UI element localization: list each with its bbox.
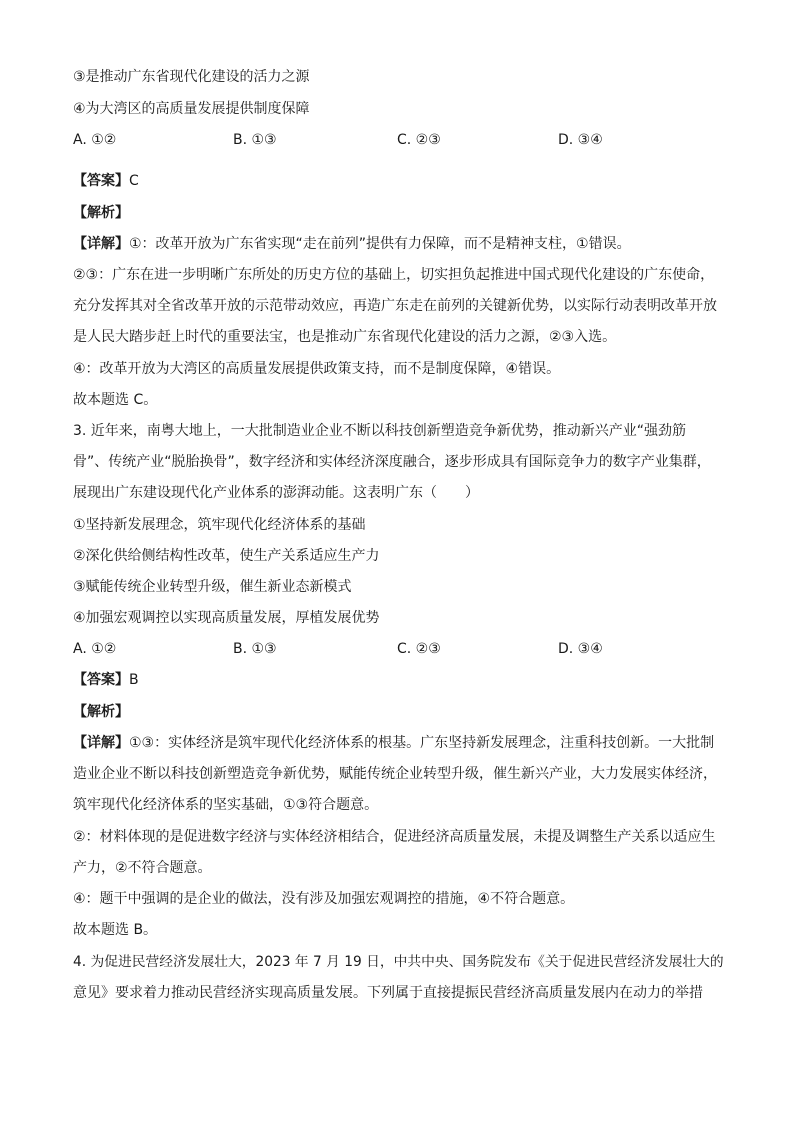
q2-detail-line-3: 充分发挥其对全省改革开放的示范带动效应，再造广东走在前列的关键新优势，以实际行动表明改革开放 [73,298,717,314]
q3-option-d: D. ③④ [558,641,603,657]
q3-stem-line-3: 展现出广东建设现代化产业体系的澎湃动能。这表明广东（ ） [73,485,479,501]
q2-options [73,131,733,149]
detail-label: 【详解】 [73,735,129,751]
q2-analysis-label: 【解析】 [73,205,129,221]
q2-item-3: ③是推动广东省现代化建设的活力之源 [73,69,310,85]
q3-detail-line-7: 故本题选 B。 [73,922,158,938]
answer-label: 【答案】 [73,173,129,189]
q2-answer [73,172,733,190]
q4-stem-line-1: 4. 为促进民营经济发展壮大，2023 年 7 月 19 日，中共中央、国务院发布《关于促进民营经济发展壮大的 [73,954,724,970]
q3-stem-line-1: 3. 近年来，南粤大地上，一大批制造业企业不断以科技创新塑造竞争新优势，推动新兴产业“强劲筋 [73,423,687,439]
q3-detail-line-2: 造业企业不断以科技创新塑造竞争新优势，赋能传统企业转型升级，催生新兴产业，大力发展实体经济， [73,766,717,782]
q3-item-4: ④加强宏观调控以实现高质量发展，厚植发展优势 [73,610,380,626]
q3-answer [73,671,733,689]
q3-detail-line-4: ②：材料体现的是促进数字经济与实体经济相结合，促进经济高质量发展，未提及调整生产关系以适应生 [73,829,716,845]
q3-item-3: ③赋能传统企业转型升级，催生新业态新模式 [73,579,352,595]
q3-detail-line-5: 产力，②不符合题意。 [73,860,212,876]
q3-option-a: A. ①② [73,641,117,657]
q3-item-2: ②深化供给侧结构性改革，使生产关系适应生产力 [73,548,380,564]
answer-label: 【答案】 [73,672,129,688]
q2-option-a: A. ①② [73,132,117,148]
q4-stem-line-2: 意见》要求着力推动民营经济实现高质量发展。下列属于直接提振民营经济高质量发展内在动力的举措 [73,985,703,1001]
q2-detail-line-2: ②③：广东在进一步明晰广东所处的历史方位的基础上，切实担负起推进中国式现代化建设的广东使命， [73,267,715,283]
q3-options [73,640,733,658]
q2-detail-line-4: 是人民大踏步赶上时代的重要法宝，也是推动广东省现代化建设的活力之源，②③入选。 [73,329,617,345]
q3-detail-line-6: ④：题干中强调的是企业的做法，没有涉及加强宏观调控的措施，④不符合题意。 [73,891,575,907]
q2-detail-line-6: 故本题选 C。 [73,392,158,408]
q2-detail-line-5: ④：改革开放为大湾区的高质量发展提供政策支持，而不是制度保障，④错误。 [73,361,561,377]
q3-item-1: ①坚持新发展理念，筑牢现代化经济体系的基础 [73,517,366,533]
detail-label: 【详解】 [73,236,129,252]
q2-item-4: ④为大湾区的高质量发展提供制度保障 [73,101,310,117]
q3-analysis-label: 【解析】 [73,704,129,720]
q3-option-b: B. ①③ [233,641,277,657]
q2-option-c: C. ②③ [397,132,441,148]
q2-option-d: D. ③④ [558,132,603,148]
q3-stem-line-2: 骨”、传统产业“脱胎换骨”，数字经济和实体经济深度融合，逐步形成具有国际竞争力的数字产业集群， [73,454,711,470]
q3-detail-line-3: 筑牢现代化经济体系的坚实基础，①③符合题意。 [73,797,379,813]
q2-detail-line-1: 【详解】①：改革开放为广东省实现“走在前列”提供有力保障，而不是精神支柱，①错误。 [73,236,631,252]
q3-detail-line-1: 【详解】①③：实体经济是筑牢现代化经济体系的根基。广东坚持新发展理念，注重科技创新。一大批制 [73,735,715,751]
q3-option-c: C. ②③ [397,641,441,657]
answer-value: B [129,672,139,688]
answer-value: C [129,173,139,189]
q2-option-b: B. ①③ [233,132,277,148]
